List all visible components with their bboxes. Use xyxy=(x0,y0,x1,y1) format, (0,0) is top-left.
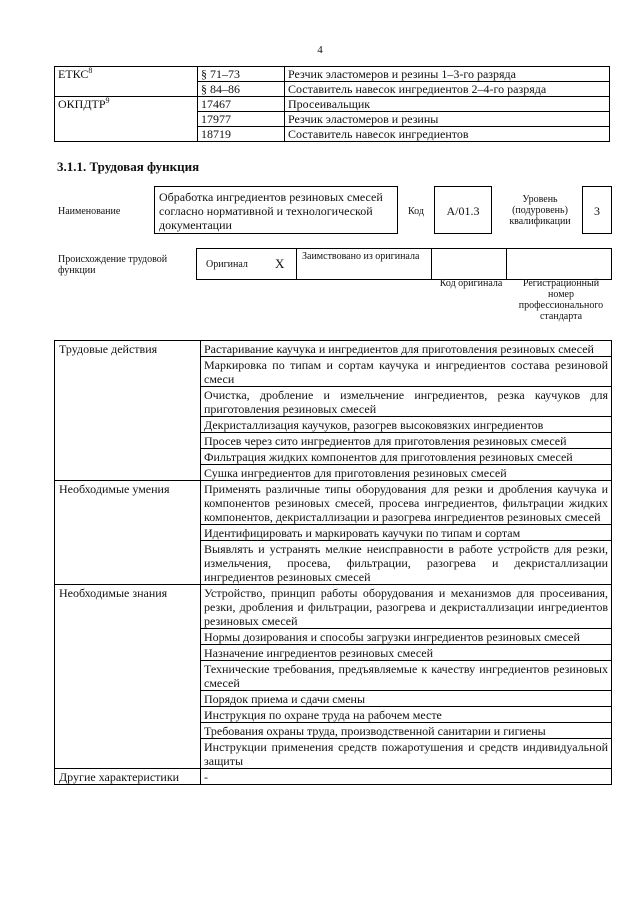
list-item: Нормы дозирования и способы загрузки ингредиентов резиновых смесей xyxy=(201,629,612,645)
list-item: Декристаллизация каучуков, разогрев высоковязких ингредиентов xyxy=(201,417,612,433)
list-item: Выявлять и устранять мелкие неисправности в работе устройств для резки, измельчения, просева, фильтрации, разогрева и декристаллизации ингредиентов резиновых смесей xyxy=(201,541,612,585)
category-cell: Необходимые умения xyxy=(55,481,201,585)
list-item: Идентифицировать и маркировать каучуки по типам и сортам xyxy=(201,525,612,541)
list-item: Очистка, дробление и измельчение ингредиентов, резка каучуков для приготовления резиновых смесей xyxy=(201,387,612,417)
classifier-code: 18719 xyxy=(198,127,285,142)
original-label: Оригинал xyxy=(206,259,248,270)
function-code-box xyxy=(434,186,492,234)
list-item: - xyxy=(201,769,612,785)
list-item: Маркировка по типам и сортам каучука и ингредиентов состава резиновой смеси xyxy=(201,357,612,387)
list-item: Просев через сито ингредиентов для приготовления резиновых смесей xyxy=(201,433,612,449)
characteristics-table xyxy=(54,340,612,785)
function-name-box xyxy=(154,186,398,234)
list-item: Сушка ингредиентов для приготовления резиновых смесей xyxy=(201,465,612,481)
function-name: Обработка ингредиентов резиновых смесей согласно нормативной и технологической документации xyxy=(159,190,383,232)
list-item: Инструкции применения средств пожаротушения и средств индивидуальной защиты xyxy=(201,739,612,769)
list-item: Применять различные типы оборудования для резки и дробления каучука и компонентов резиновых смесей, просева ингредиентов, фильтрации жидких компонентов, декристаллизации и разогрева ингредиентов резиновых смесей xyxy=(201,481,612,525)
table-row xyxy=(55,67,610,82)
classifier-code: 17977 xyxy=(198,112,285,127)
classifier-label: ЕТКС$^8$ xyxy=(55,67,198,97)
section-title: 3.1.1. Трудовая функция xyxy=(57,159,200,174)
category-cell: Необходимые знания xyxy=(55,585,201,769)
level-value: 3 xyxy=(594,204,600,218)
list-item: Требования охраны труда, производственной санитарии и гигиены xyxy=(201,723,612,739)
classifier-label: ОКПДТР$^9$ xyxy=(55,97,198,142)
classifier-codes-table xyxy=(54,66,610,142)
page-number: 4 xyxy=(317,44,323,56)
origin-label: Происхождение трудовой функции xyxy=(58,254,168,276)
classifier-code: 17467 xyxy=(198,97,285,112)
classifier-name: Резчик эластомеров и резины 1–3-го разряда xyxy=(285,67,610,82)
classifier-name: Просеивальщик xyxy=(285,97,610,112)
original-code-caption: Код оригинала xyxy=(439,278,503,289)
origin-row xyxy=(196,248,612,280)
list-item: Назначение ингредиентов резиновых смесей xyxy=(201,645,612,661)
code-label: Код xyxy=(408,206,424,217)
table-row xyxy=(55,769,612,785)
classifier-name: Резчик эластомеров и резины xyxy=(285,112,610,127)
table-row xyxy=(55,341,612,357)
classifier-name: Составитель навесок ингредиентов xyxy=(285,127,610,142)
list-item: Устройство, принцип работы оборудования и механизмов для просеивания, резки, дробления и фильтрации, разогрева и декристаллизации ингредиентов резиновых смесей xyxy=(201,585,612,629)
list-item: Технические требования, предъявляемые к качеству ингредиентов резиновых смесей xyxy=(201,661,612,691)
classifier-code: § 84–86 xyxy=(198,82,285,97)
table-row xyxy=(55,585,612,629)
list-item: Инструкция по охране труда на рабочем месте xyxy=(201,707,612,723)
list-item: Растаривание каучука и ингредиентов для приготовления резиновых смесей xyxy=(201,341,612,357)
function-code: A/01.3 xyxy=(446,204,480,218)
list-item: Фильтрация жидких компонентов для приготовления резиновых смесей xyxy=(201,449,612,465)
borrowed-label: Заимствовано из оригинала xyxy=(302,251,420,262)
classifier-name: Составитель навесок ингредиентов 2–4-го разряда xyxy=(285,82,610,97)
name-label: Наименование xyxy=(58,206,121,217)
reg-number-caption: Регистрационный номер профессионального стандарта xyxy=(518,278,604,322)
level-box xyxy=(582,186,612,234)
category-cell: Другие характеристики xyxy=(55,769,201,785)
list-item: Порядок приема и сдачи смены xyxy=(201,691,612,707)
original-mark: X xyxy=(275,256,285,271)
table-row xyxy=(55,481,612,525)
level-label: Уровень (подуровень) квалификации xyxy=(509,194,571,227)
classifier-code: § 71–73 xyxy=(198,67,285,82)
table-row xyxy=(55,97,610,112)
category-cell: Трудовые действия xyxy=(55,341,201,481)
